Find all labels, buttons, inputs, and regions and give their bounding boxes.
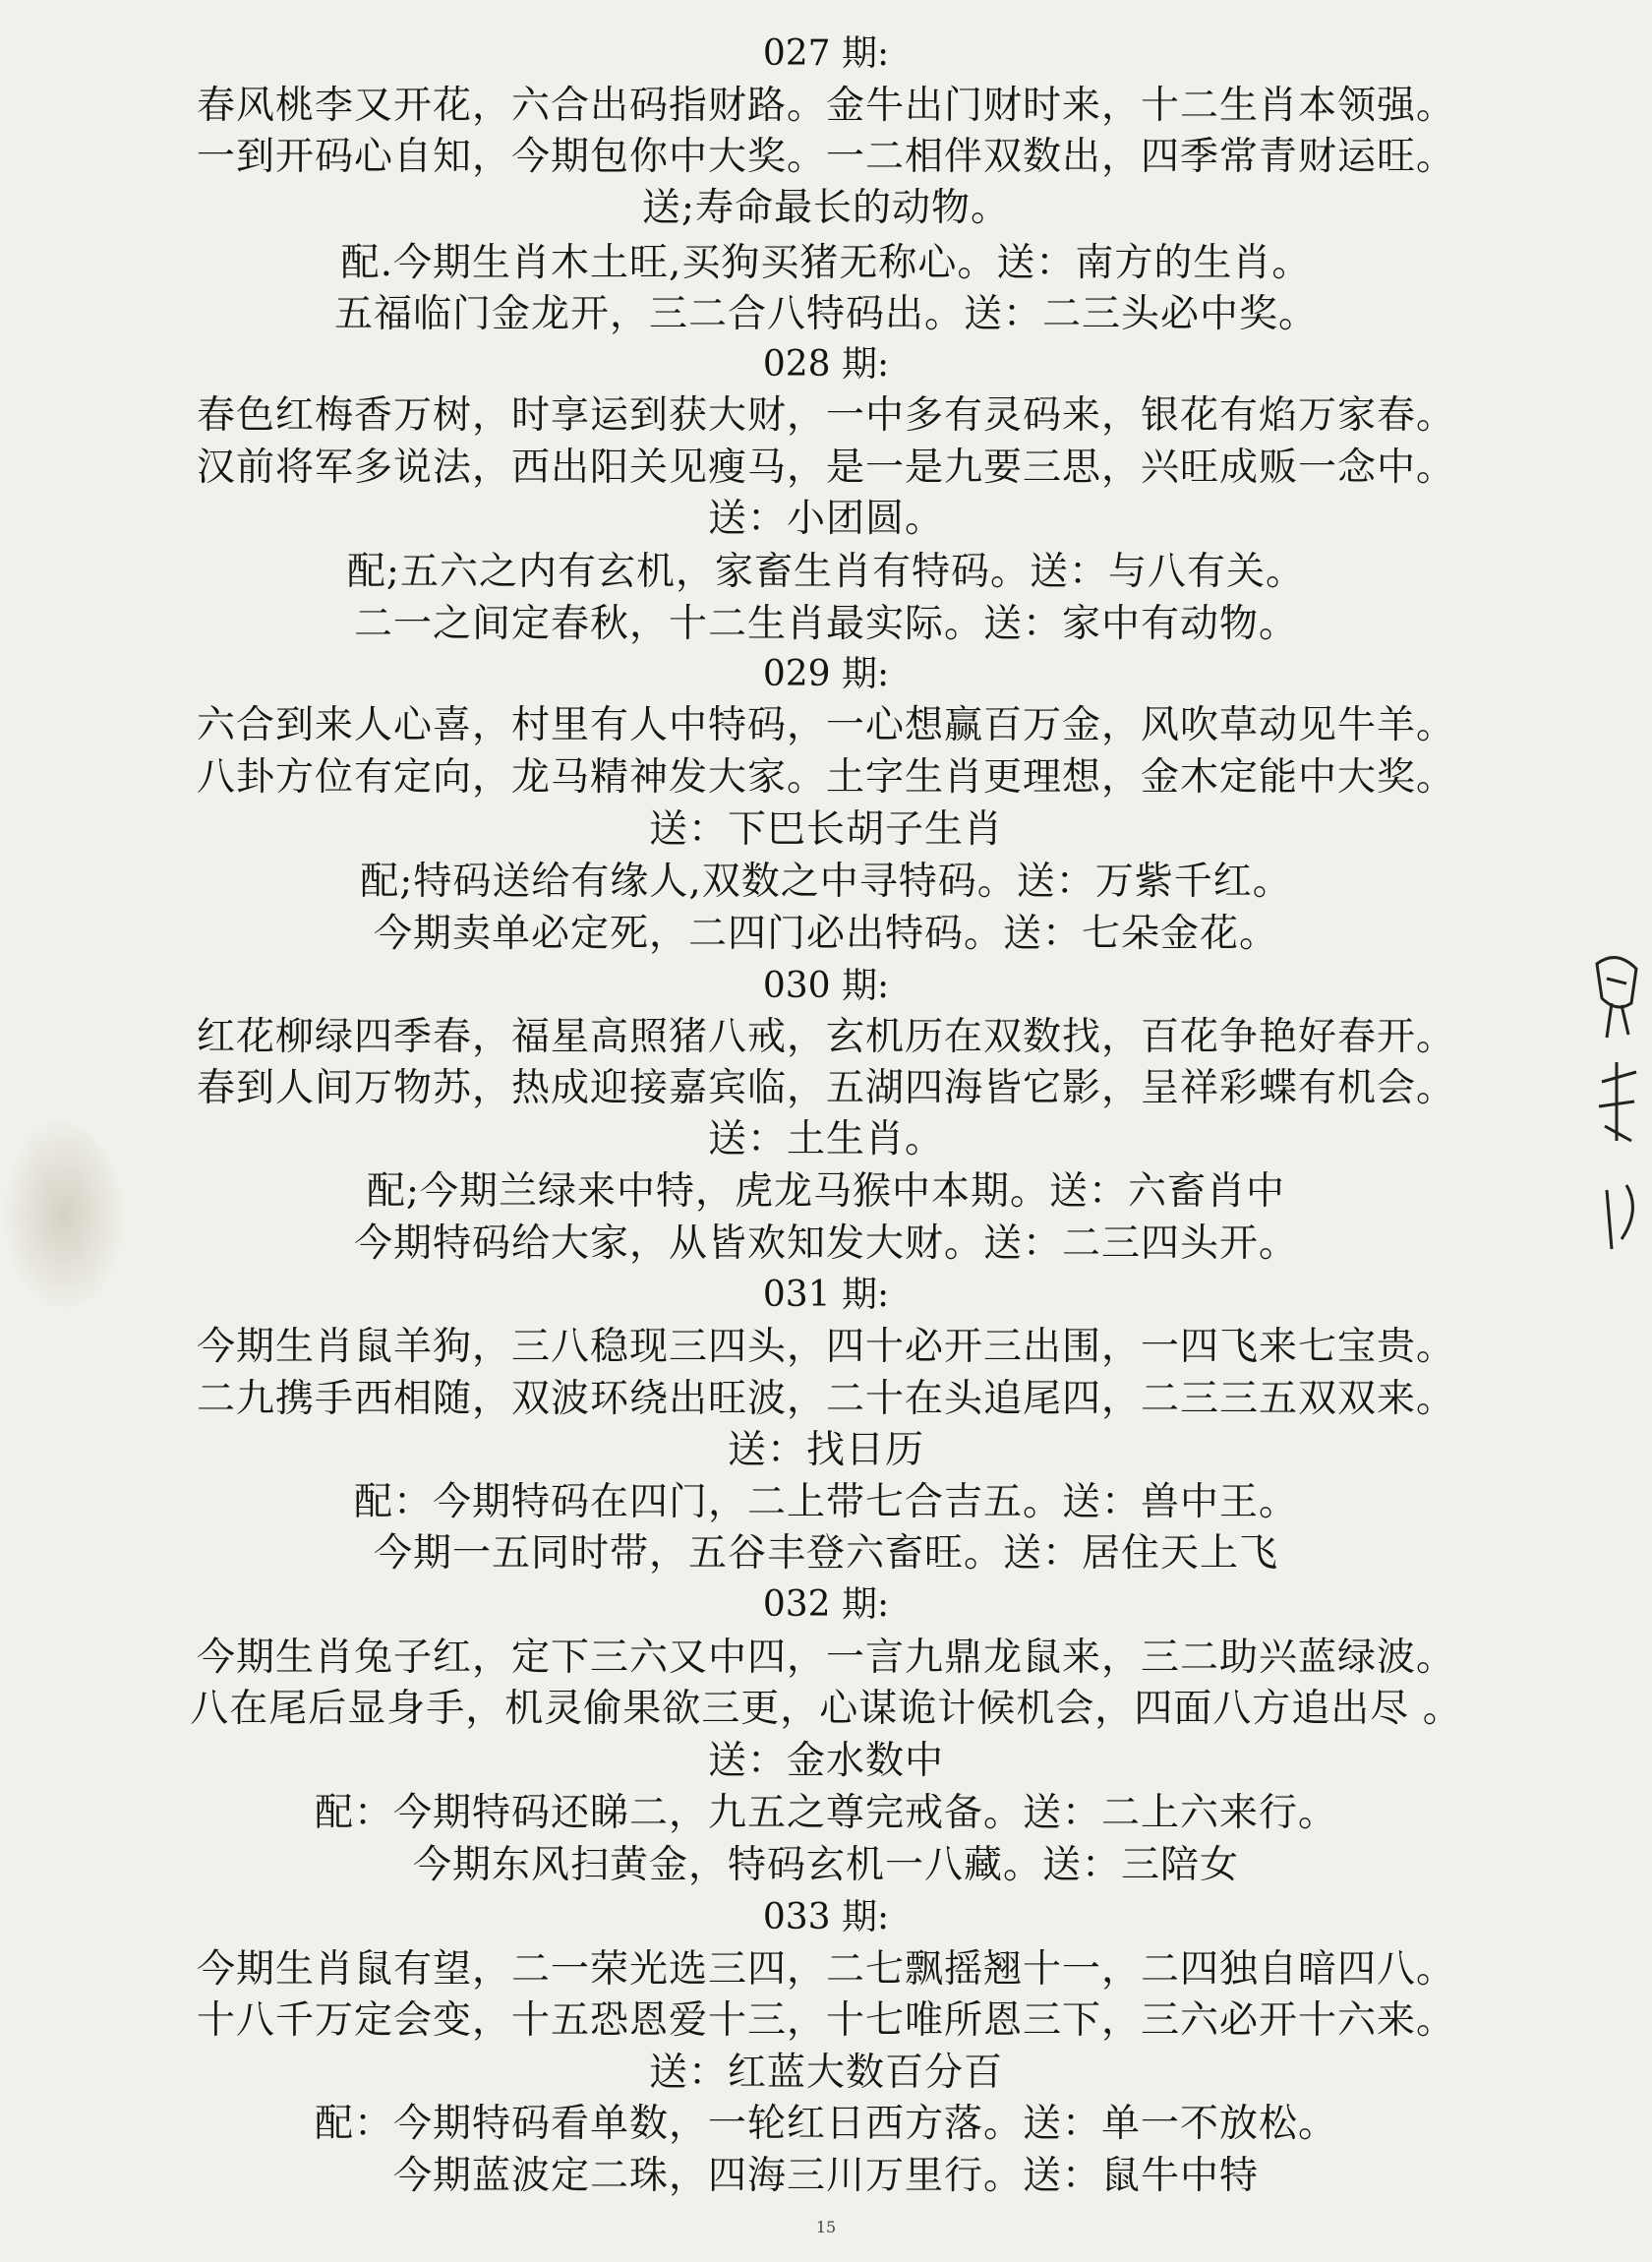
verse-line: 一到开码心自知，今期包你中大奖。一二相伴双数出，四季常青财运旺。 <box>196 135 1455 179</box>
issue-title: 027 期: <box>762 33 890 74</box>
send-line: 送：下巴长胡子生肖 <box>648 807 1003 852</box>
send-line: 送：红蓝大数百分百 <box>648 2051 1003 2095</box>
send-line: 送：金水数中 <box>707 1739 944 1783</box>
pair-line: 配;五六之内有玄机，家畜生肖有特码。送：与八有关。 <box>346 550 1306 594</box>
pair-line: 配;今期兰绿来中特，虎龙马猴中本期。送：六畜肖中 <box>366 1169 1286 1214</box>
verse-line: 十八千万定会变，十五恐恩爱十三，十七唯所恩三下，三六必开十六来。 <box>196 1998 1455 2043</box>
verse-line: 今期生肖鼠有望，二一荣光选三四，二七飘摇翘十一，二四独自暗四八。 <box>196 1947 1455 1992</box>
send-line: 送;寿命最长的动物。 <box>641 186 1011 230</box>
verse-line: 红花柳绿四季春，福星高照猪八戒，玄机历在双数找，百花争艳好春开。 <box>196 1015 1455 1059</box>
verse-line: 二九携手西相随，双波环绕出旺波，二十在头追尾四，二三三五双双来。 <box>196 1377 1455 1421</box>
verse-line: 汉前将军多说法，西出阳关见瘦马，是一是九要三思，兴旺成贩一念中。 <box>196 446 1455 490</box>
issue-title: 030 期: <box>762 966 890 1006</box>
extra-line: 今期蓝波定二珠，四海三川万里行。送：鼠牛中特 <box>392 2154 1259 2198</box>
verse-line: 春到人间万物苏，热成迎接嘉宾临，五湖四海皆它影，呈祥彩蝶有机会。 <box>196 1066 1455 1110</box>
extra-line: 五福临门金龙开，三二合八特码出。送：二三头必中奖。 <box>333 292 1318 336</box>
extra-line: 今期特码给大家，从皆欢知发大财。送：二三四头开。 <box>353 1221 1298 1266</box>
send-line: 送：土生肖。 <box>707 1117 944 1161</box>
extra-line: 今期卖单必定死，二四门必出特码。送：七朵金花。 <box>373 912 1278 956</box>
pair-line: 配.今期生肖木土旺,买狗买猪无称心。送：南方的生肖。 <box>340 241 1312 285</box>
verse-line: 春风桃李又开花，六合出码指财路。金牛出门财时来，十二生肖本领强。 <box>196 84 1455 128</box>
page-number: 15 <box>815 2218 837 2236</box>
issue-title: 029 期: <box>762 654 890 694</box>
verse-line: 今期生肖兔子红，定下三六又中四，一言九鼎龙鼠来，三二助兴蓝绿波。 <box>196 1636 1455 1680</box>
pair-line: 配;特码送给有缘人,双数之中寻特码。送：万紫千红。 <box>360 860 1292 904</box>
verse-line: 春色红梅香万树，时享运到获大财，一中多有灵码来，银花有焰万家春。 <box>196 393 1455 438</box>
verse-line: 八卦方位有定向，龙马精神发大家。土字生肖更理想，金木定能中大奖。 <box>196 755 1455 800</box>
pair-line: 配：今期特码还睇二，九五之尊完戒备。送：二上六来行。 <box>314 1791 1337 1835</box>
issue-title: 028 期: <box>762 344 890 385</box>
issue-title: 031 期: <box>762 1275 890 1315</box>
send-line: 送：找日历 <box>727 1428 924 1472</box>
send-line: 送：小团圆。 <box>707 497 944 541</box>
issue-title: 033 期: <box>762 1897 890 1937</box>
issue-title: 032 期: <box>762 1584 890 1625</box>
verse-line: 六合到来人心喜，村里有人中特码，一心想赢百万金，风吹草动见牛羊。 <box>196 703 1455 747</box>
verse-line: 八在尾后显身手，机灵偷果欲三更，心谋诡计候机会，四面八方追出尽 。 <box>190 1687 1462 1731</box>
extra-line: 二一之间定春秋，十二生肖最实际。送：家中有动物。 <box>353 602 1298 646</box>
pair-line: 配：今期特码看单数，一轮红日西方落。送：单一不放松。 <box>314 2102 1337 2146</box>
pair-line: 配：今期特码在四门，二上带七合吉五。送：兽中王。 <box>353 1480 1298 1524</box>
extra-line: 今期一五同时带，五谷丰登六畜旺。送：居住天上飞 <box>373 1531 1278 1576</box>
verse-line: 今期生肖鼠羊狗，三八稳现三四头，四十必开三出围，一四飞来七宝贵。 <box>196 1325 1455 1369</box>
extra-line: 今期东风扫黄金，特码玄机一八藏。送：三陪女 <box>412 1843 1239 1887</box>
